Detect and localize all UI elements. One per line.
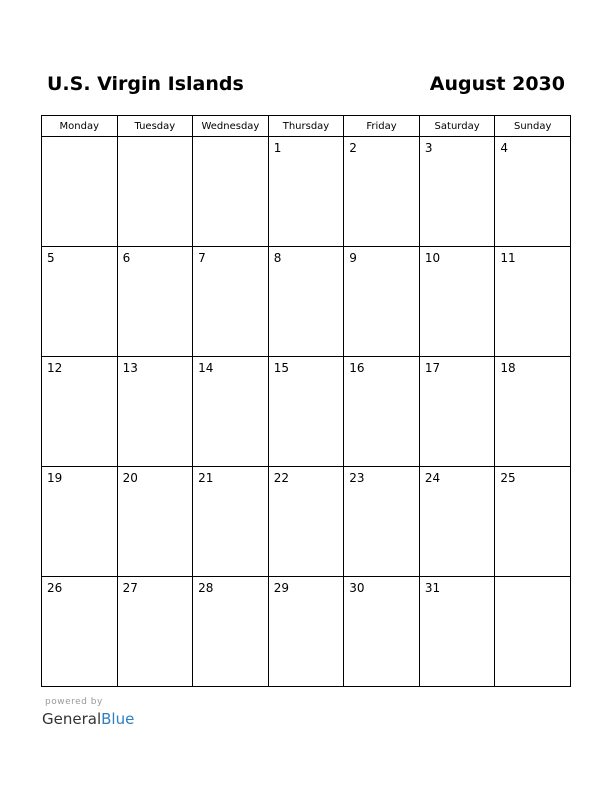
day-cell <box>117 357 193 467</box>
day-number: 11 <box>500 251 516 265</box>
day-cell <box>117 467 193 577</box>
day-number: 8 <box>273 251 282 265</box>
day-number: 27 <box>122 581 138 595</box>
day-number: 31 <box>424 581 441 595</box>
day-number: 30 <box>349 581 365 595</box>
day-number: 22 <box>273 471 289 485</box>
day-number: 17 <box>424 361 441 375</box>
day-cell <box>268 577 344 687</box>
day-cell <box>495 247 571 357</box>
weekday-header: Monday <box>42 116 118 137</box>
month-year-title: August 2030 <box>429 73 565 95</box>
day-cell <box>344 247 420 357</box>
day-number: 4 <box>500 141 509 155</box>
week-row <box>42 467 571 577</box>
day-cell <box>193 577 269 687</box>
weekday-header-row <box>42 116 571 137</box>
day-number: 3 <box>424 141 433 155</box>
brand-name-blue: Blue <box>101 710 135 728</box>
day-number: 6 <box>122 251 131 265</box>
day-number <box>495 577 570 581</box>
weekday-header: Wednesday <box>193 116 269 137</box>
day-number: 29 <box>273 581 289 595</box>
day-cell <box>419 247 495 357</box>
day-number: 14 <box>198 361 214 375</box>
day-cell <box>495 137 571 247</box>
weekday-header: Thursday <box>268 116 344 137</box>
day-number: 15 <box>273 361 289 375</box>
footer-branding <box>42 697 134 729</box>
day-number: 28 <box>198 581 214 595</box>
day-number <box>42 137 117 141</box>
day-cell <box>495 577 571 687</box>
day-cell <box>344 357 420 467</box>
day-cell <box>419 137 495 247</box>
day-number: 5 <box>47 251 55 265</box>
day-number: 23 <box>349 471 365 485</box>
day-number: 10 <box>424 251 441 265</box>
day-cell <box>419 357 495 467</box>
weekday-header: Saturday <box>419 116 495 137</box>
day-cell <box>268 357 344 467</box>
day-number: 16 <box>349 361 365 375</box>
week-row <box>42 247 571 357</box>
day-cell <box>117 577 193 687</box>
day-number: 12 <box>47 361 63 375</box>
day-number: 26 <box>47 581 63 595</box>
day-cell <box>117 137 193 247</box>
day-number: 2 <box>349 141 357 155</box>
day-cell <box>344 137 420 247</box>
weekday-header: Friday <box>344 116 420 137</box>
weekday-header: Tuesday <box>117 116 193 137</box>
day-cell <box>344 577 420 687</box>
day-number: 1 <box>273 141 282 155</box>
day-cell <box>42 577 118 687</box>
day-number <box>118 137 193 141</box>
powered-by-label: powered by <box>45 697 103 707</box>
day-number: 9 <box>349 251 357 265</box>
day-number: 7 <box>198 251 206 265</box>
day-cell <box>495 357 571 467</box>
day-cell <box>419 467 495 577</box>
day-number: 19 <box>47 471 63 485</box>
day-cell <box>495 467 571 577</box>
day-number: 18 <box>500 361 516 375</box>
day-cell <box>42 247 118 357</box>
day-number: 25 <box>500 471 516 485</box>
day-cell <box>42 357 118 467</box>
region-title: U.S. Virgin Islands <box>47 73 244 95</box>
day-cell <box>193 467 269 577</box>
day-cell <box>344 467 420 577</box>
day-cell <box>193 247 269 357</box>
calendar-grid <box>41 115 571 687</box>
day-cell <box>42 137 118 247</box>
day-number: 20 <box>122 471 138 485</box>
day-cell <box>419 577 495 687</box>
week-row <box>42 357 571 467</box>
day-number <box>193 137 268 141</box>
week-row <box>42 577 571 687</box>
day-cell <box>193 357 269 467</box>
day-cell <box>268 247 344 357</box>
day-cell <box>268 137 344 247</box>
brand-name-general: General <box>42 710 102 728</box>
day-cell <box>117 247 193 357</box>
day-number: 21 <box>198 471 214 485</box>
week-row <box>42 137 571 247</box>
brand-logo[interactable] <box>42 709 134 729</box>
weekday-header: Sunday <box>495 116 571 137</box>
day-cell <box>268 467 344 577</box>
day-cell <box>42 467 118 577</box>
day-number: 13 <box>122 361 138 375</box>
day-number: 24 <box>424 471 441 485</box>
day-cell <box>193 137 269 247</box>
